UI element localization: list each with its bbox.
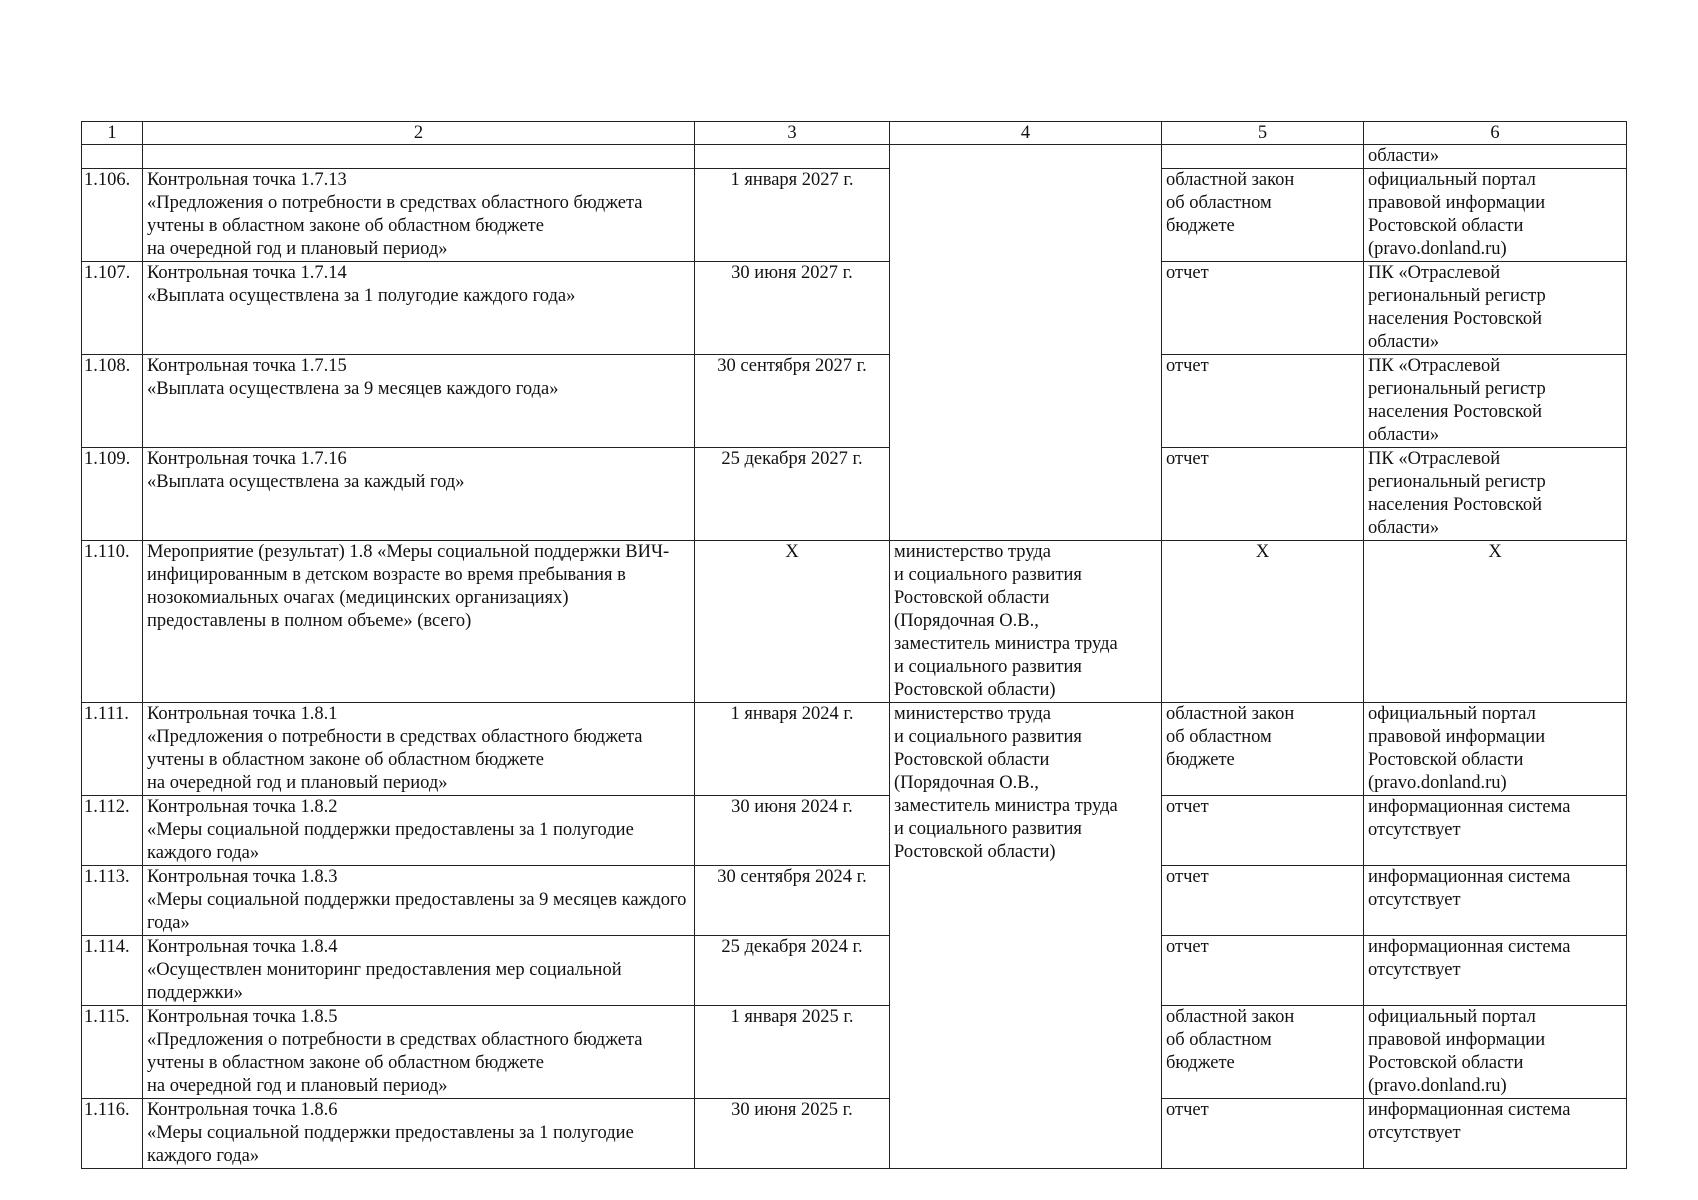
cell-name: Контрольная точка 1.8.4 «Осуществлен мониторинг предоставления мер социальной поддержки» [143, 936, 695, 1006]
cell-date: 30 июня 2025 г. [695, 1099, 890, 1169]
column-number: 6 [1364, 122, 1627, 145]
table-row [82, 796, 1627, 866]
cell-name: Мероприятие (результат) 1.8 «Меры социальной поддержки ВИЧ-инфицированным в детском возрасте во время пребывания в нозокомиальных очагах (медицинских организациях) предоставлены в полном объеме» (всего) [143, 541, 695, 703]
cell-doc: отчет [1162, 796, 1364, 866]
cell-name: Контрольная точка 1.7.13 «Предложения о потребности в средствах областного бюджета учтены в областном законе об областном бюджете на очередной год и плановый период» [143, 169, 695, 262]
cell-system: ПК «Отраслевой региональный регистр населения Ростовской области» [1364, 262, 1627, 355]
cell-system: официальный портал правовой информации Ростовской области (pravo.donland.ru) [1364, 703, 1627, 796]
cell-doc: отчет [1162, 355, 1364, 448]
cell-system: информационная система отсутствует [1364, 936, 1627, 1006]
cell-num: 1.107. [82, 262, 143, 355]
cell-name: Контрольная точка 1.7.15 «Выплата осуществлена за 9 месяцев каждого года» [143, 355, 695, 448]
cell-system: области» [1364, 145, 1627, 169]
cell-doc: отчет [1162, 936, 1364, 1006]
table-row [82, 866, 1627, 936]
cell-name: Контрольная точка 1.7.16 «Выплата осуществлена за каждый год» [143, 448, 695, 541]
cell-executor-empty [890, 145, 1162, 541]
column-number: 5 [1162, 122, 1364, 145]
table-row-continuation [82, 145, 1627, 169]
column-number: 1 [82, 122, 143, 145]
cell-doc: отчет [1162, 448, 1364, 541]
cell-num [82, 145, 143, 169]
table-row [82, 1006, 1627, 1099]
cell-system: ПК «Отраслевой региональный регистр населения Ростовской области» [1364, 355, 1627, 448]
cell-date: Х [695, 541, 890, 703]
table-row [82, 703, 1627, 796]
cell-system: информационная система отсутствует [1364, 1099, 1627, 1169]
cell-system: официальный портал правовой информации Ростовской области (pravo.donland.ru) [1364, 1006, 1627, 1099]
cell-system: информационная система отсутствует [1364, 866, 1627, 936]
cell-system: официальный портал правовой информации Ростовской области (pravo.donland.ru) [1364, 169, 1627, 262]
cell-date: 30 сентября 2027 г. [695, 355, 890, 448]
cell-name: Контрольная точка 1.8.5 «Предложения о потребности в средствах областного бюджета учтены в областном законе об областном бюджете на очередной год и плановый период» [143, 1006, 695, 1099]
table-row [82, 448, 1627, 541]
cell-num: 1.110. [82, 541, 143, 703]
cell-doc [1162, 145, 1364, 169]
cell-num: 1.109. [82, 448, 143, 541]
cell-date: 1 января 2027 г. [695, 169, 890, 262]
cell-num: 1.112. [82, 796, 143, 866]
cell-name [143, 145, 695, 169]
cell-date [695, 145, 890, 169]
cell-executor: министерство труда и социального развития Ростовской области (Порядочная О.В., заместитель министра труда и социального развития Ростовской области) [890, 703, 1162, 1169]
cell-date: 25 декабря 2024 г. [695, 936, 890, 1006]
cell-num: 1.111. [82, 703, 143, 796]
control-points-table [81, 121, 1627, 1169]
column-number: 3 [695, 122, 890, 145]
cell-num: 1.113. [82, 866, 143, 936]
cell-doc: областной закон об областном бюджете [1162, 703, 1364, 796]
cell-num: 1.116. [82, 1099, 143, 1169]
cell-doc: Х [1162, 541, 1364, 703]
column-number-row [82, 122, 1627, 145]
cell-doc: областной закон об областном бюджете [1162, 169, 1364, 262]
cell-num: 1.108. [82, 355, 143, 448]
table-row [82, 262, 1627, 355]
cell-name: Контрольная точка 1.8.1 «Предложения о потребности в средствах областного бюджета учтены в областном законе об областном бюджете на очередной год и плановый период» [143, 703, 695, 796]
cell-name: Контрольная точка 1.8.6 «Меры социальной поддержки предоставлены за 1 полугодие каждого года» [143, 1099, 695, 1169]
cell-doc: отчет [1162, 866, 1364, 936]
cell-system: ПК «Отраслевой региональный регистр населения Ростовской области» [1364, 448, 1627, 541]
cell-date: 1 января 2025 г. [695, 1006, 890, 1099]
cell-date: 30 июня 2027 г. [695, 262, 890, 355]
table-row [82, 355, 1627, 448]
cell-date: 30 сентября 2024 г. [695, 866, 890, 936]
table-row [82, 1099, 1627, 1169]
cell-doc: областной закон об областном бюджете [1162, 1006, 1364, 1099]
column-number: 2 [143, 122, 695, 145]
cell-executor: министерство труда и социального развития Ростовской области (Порядочная О.В., заместитель министра труда и социального развития Ростовской области) [890, 541, 1162, 703]
cell-doc: отчет [1162, 1099, 1364, 1169]
cell-name: Контрольная точка 1.8.3 «Меры социальной поддержки предоставлены за 9 месяцев каждого года» [143, 866, 695, 936]
cell-num: 1.115. [82, 1006, 143, 1099]
cell-date: 1 января 2024 г. [695, 703, 890, 796]
column-number: 4 [890, 122, 1162, 145]
table-row [82, 936, 1627, 1006]
table-row-activity [82, 541, 1627, 703]
cell-num: 1.106. [82, 169, 143, 262]
table-row [82, 169, 1627, 262]
cell-date: 30 июня 2024 г. [695, 796, 890, 866]
cell-system: информационная система отсутствует [1364, 796, 1627, 866]
cell-system: Х [1364, 541, 1627, 703]
cell-name: Контрольная точка 1.8.2 «Меры социальной поддержки предоставлены за 1 полугодие каждого года» [143, 796, 695, 866]
cell-num: 1.114. [82, 936, 143, 1006]
cell-name: Контрольная точка 1.7.14 «Выплата осуществлена за 1 полугодие каждого года» [143, 262, 695, 355]
cell-date: 25 декабря 2027 г. [695, 448, 890, 541]
cell-doc: отчет [1162, 262, 1364, 355]
